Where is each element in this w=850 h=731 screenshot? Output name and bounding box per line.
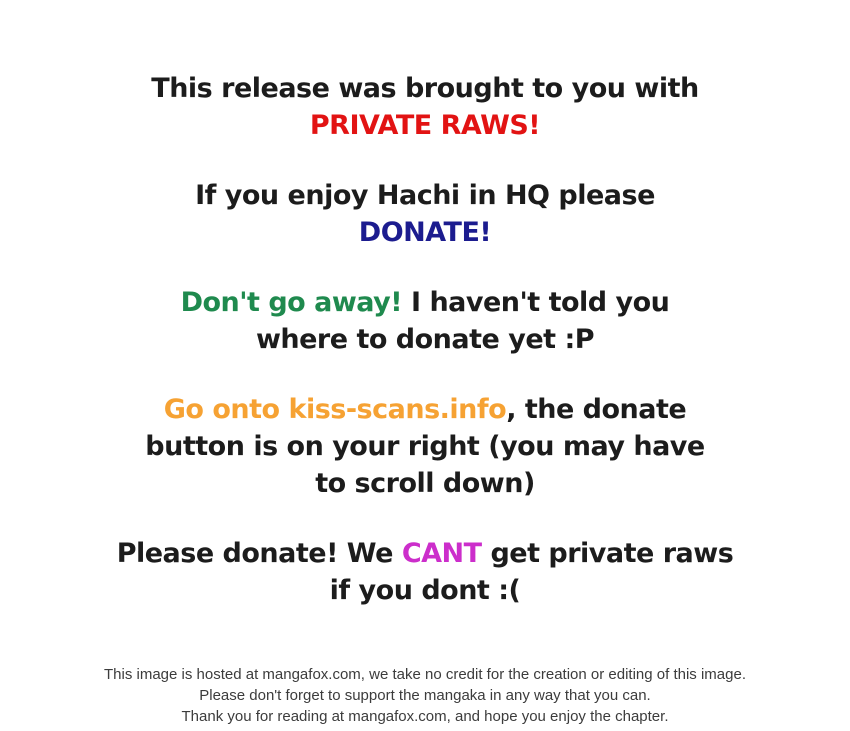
instructions-line2: button is on your right (you may have (145, 431, 705, 462)
donate-line: If you enjoy Hachi in HQ please (195, 180, 655, 211)
instructions-line-rest: , the donate (506, 394, 687, 425)
cant-highlight: CANT (401, 538, 482, 569)
private-raws-highlight: PRIVATE RAWS! (309, 110, 541, 141)
footer-line-thanks: Thank you for reading at mangafox.com, and hope you enjoy the chapter. (181, 708, 669, 725)
kiss-scans-link-text: Go onto kiss-scans.info (163, 394, 507, 425)
paragraph-release (0, 70, 850, 144)
stay-line2: where to donate yet :P (255, 324, 595, 355)
footer-line-hosted: This image is hosted at mangafox.com, we take no credit for the creation or editing of this image. (104, 666, 746, 683)
paragraph-stay (0, 284, 850, 358)
plea-before: Please donate! We (116, 538, 402, 569)
paragraph-plea (0, 535, 850, 609)
donate-highlight: DONATE! (358, 217, 492, 248)
stay-line-rest: I haven't told you (402, 287, 670, 318)
instructions-line3: to scroll down) (315, 468, 535, 499)
plea-line2: if you dont :( (329, 575, 521, 606)
plea-after: get private raws (481, 538, 734, 569)
release-notice (0, 70, 850, 609)
host-footer (0, 664, 850, 727)
release-line: This release was brought to you with (151, 73, 699, 104)
paragraph-donate (0, 177, 850, 251)
paragraph-instructions (0, 391, 850, 502)
dont-go-away-highlight: Don't go away! (180, 287, 403, 318)
footer-line-support: Please don't forget to support the mangaka in any way that you can. (199, 687, 651, 704)
